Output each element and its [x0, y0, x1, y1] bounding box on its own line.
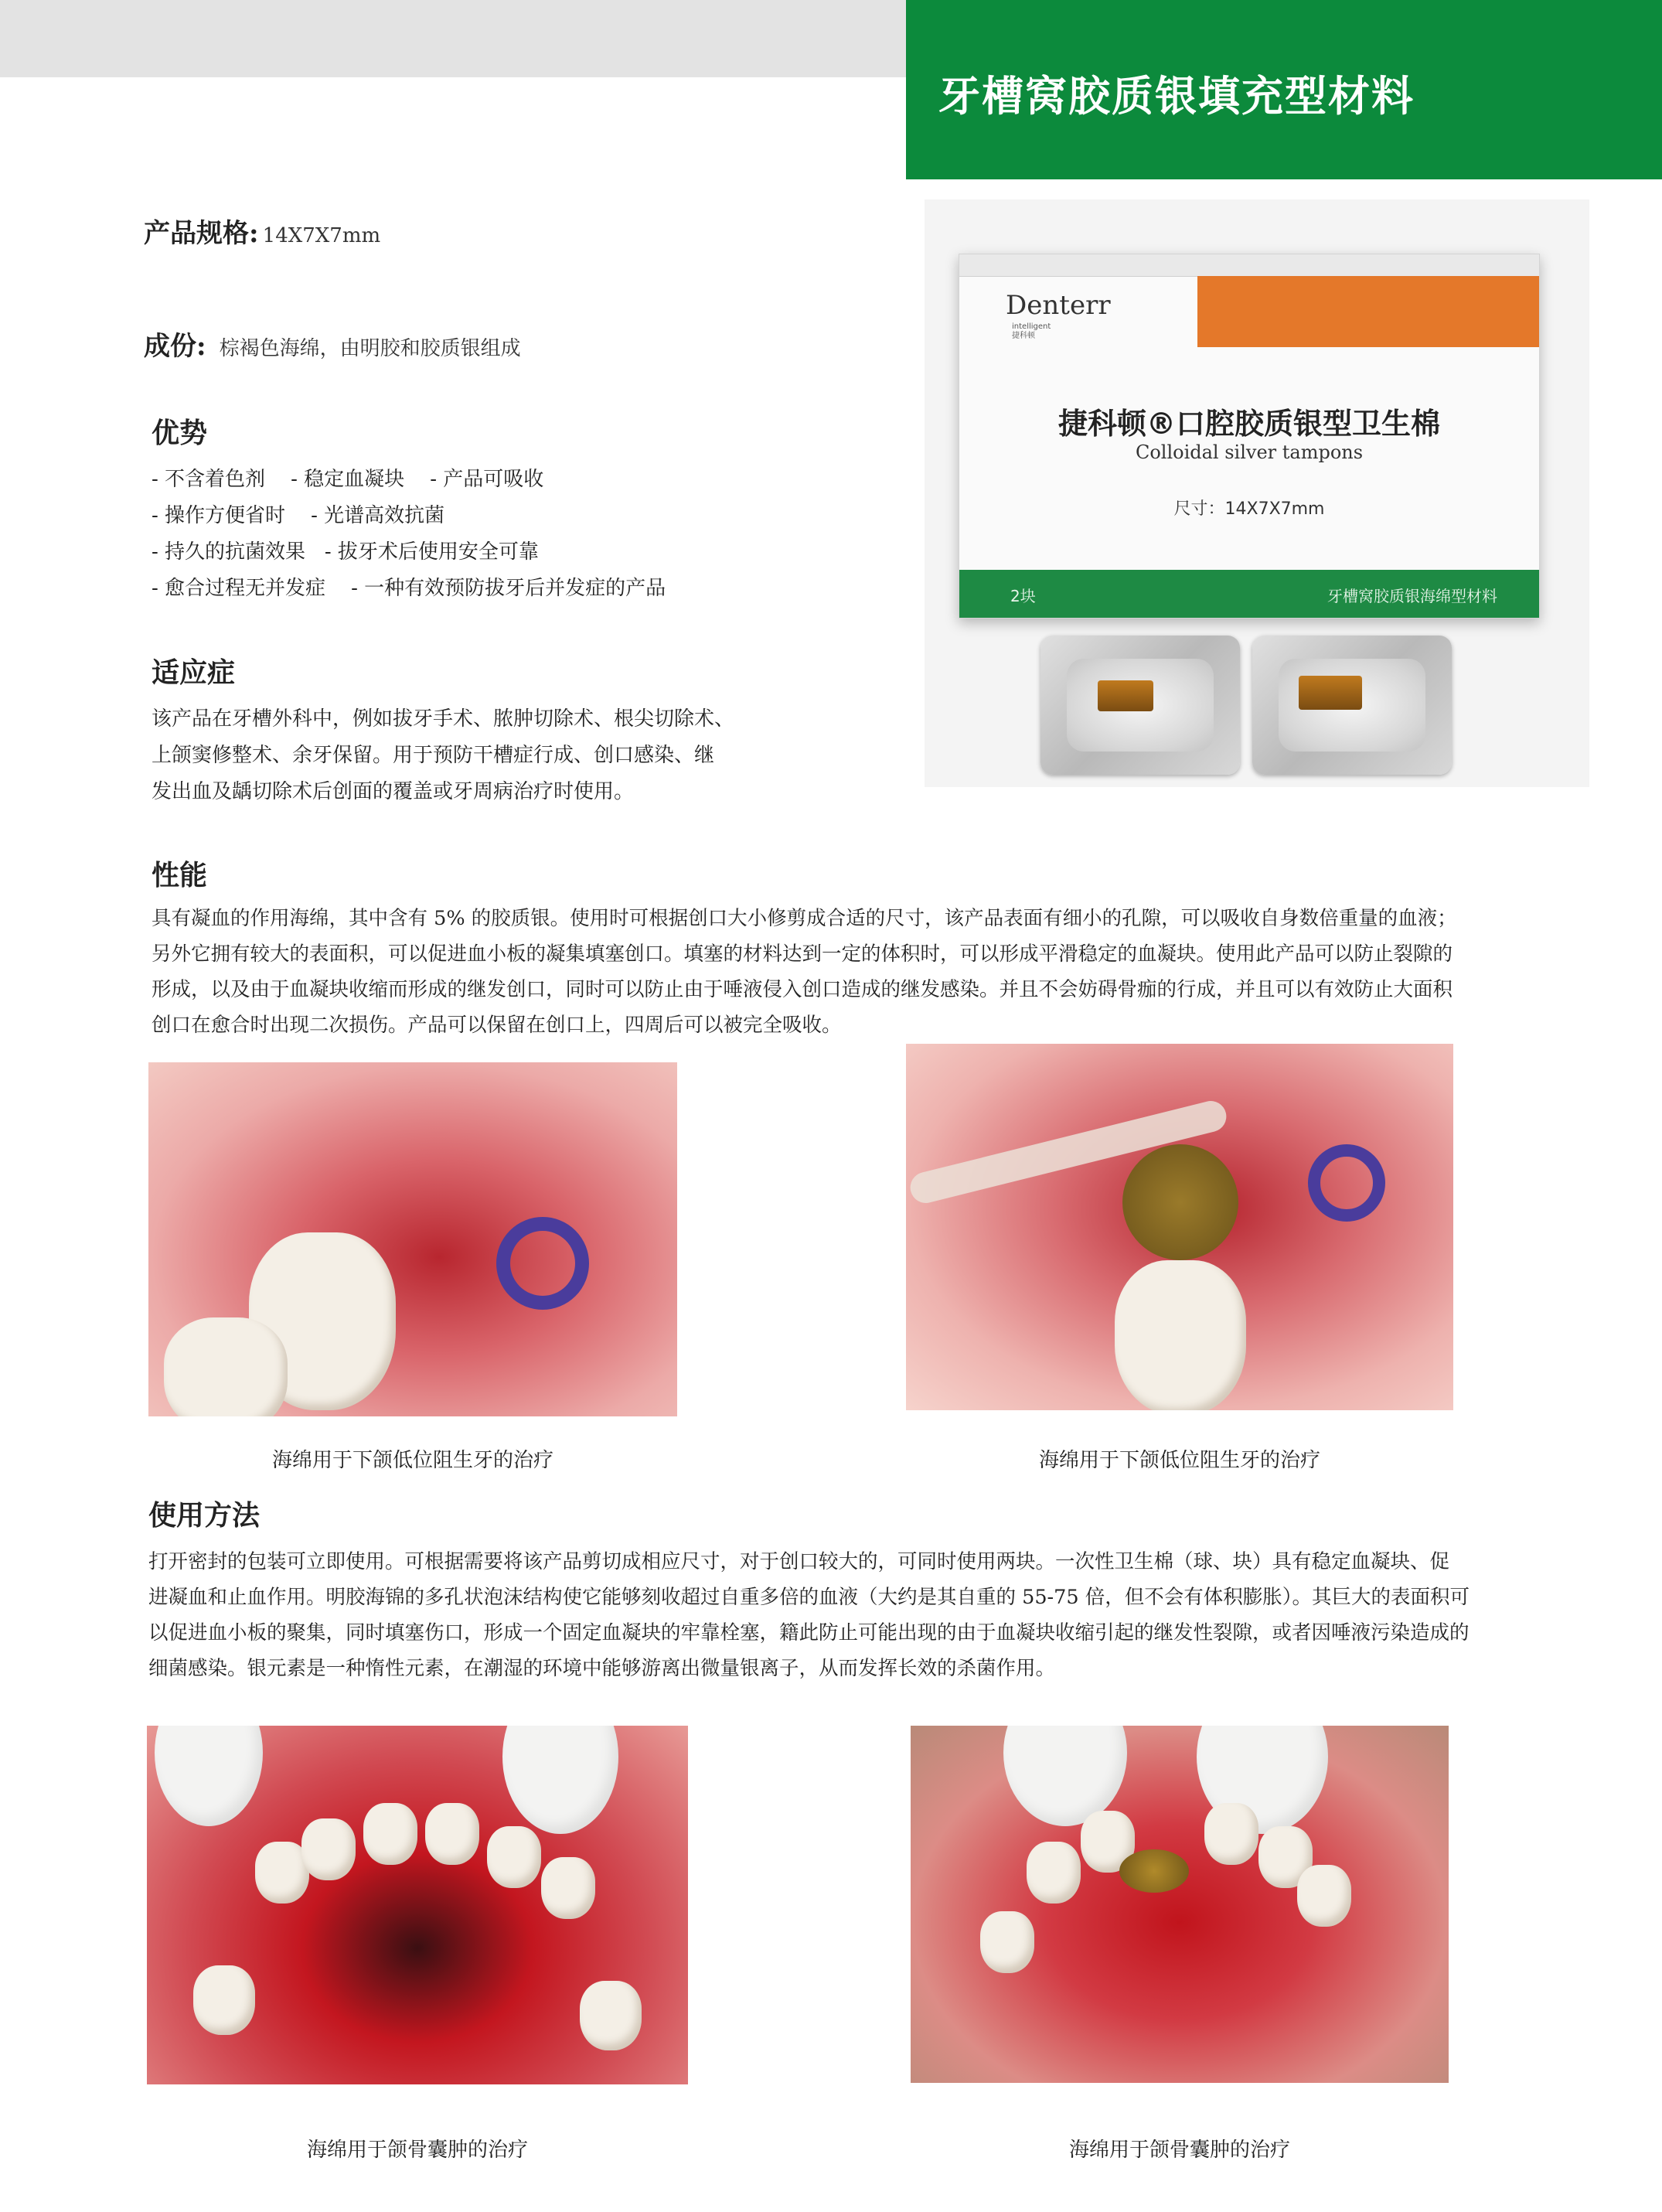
caption-photo-1: 海绵用于下颌低位阻生牙的治疗: [271, 1449, 553, 1472]
caption-photo-3: 海绵用于颌骨囊肿的治疗: [306, 2139, 528, 2162]
brand-logo: Denterr: [1006, 290, 1111, 321]
clinical-photo-4: [911, 1726, 1449, 2083]
advantages-section: [152, 411, 666, 607]
usage-line: 进凝血和止血作用。明胶海锦的多孔状泡沫结构使它能够刻收超过自重多倍的血液（大约是其自重的 55-75 倍，但不会有体积膨胀）。其巨大的表面积可: [148, 1586, 1470, 1609]
caption-photo-2: 海绵用于下颌低位阻生牙的治疗: [1038, 1449, 1320, 1472]
brand-sub-en: intelligent: [1012, 322, 1051, 331]
blister-pack-right: [1252, 636, 1452, 775]
indications-title: 适应症: [152, 656, 236, 689]
caption-photo-4: 海绵用于颌骨囊肿的治疗: [1068, 2139, 1290, 2162]
performance-line: 形成，以及由于血凝块收缩而形成的继发创口，同时可以防止由于唾液侵入创口造成的继发感染。并且不会妨碍骨痂的行成，并且可以有效防止大面积: [152, 978, 1453, 1001]
spec-label: 产品规格:: [144, 218, 259, 249]
usage-line: 细菌感染。银元素是一种惰性元素，在潮湿的环境中能够游离出微量银离子，从而发挥长效的杀菌作用。: [148, 1657, 1056, 1680]
usage-section: [148, 1494, 1470, 1686]
box-product-name-en: Colloidal silver tampons: [1135, 441, 1364, 463]
ingredients-row: [144, 325, 521, 363]
brand-sub-cn: 捷科顿: [1012, 332, 1035, 340]
indications-line: 发出血及龋切除术后创面的覆盖或牙周病治疗时使用。: [152, 780, 635, 803]
sponge-icon: [1122, 1144, 1238, 1260]
box-product-size: 尺寸：14X7X7mm: [1173, 499, 1325, 519]
performance-line: 另外它拥有较大的表面积，可以促进血小板的凝集填塞创口。填塞的材料达到一定的体积时，可以形成平滑稳定的血凝块。使用此产品可以防止裂隙的: [152, 942, 1453, 966]
advantages-line: - 不含着色剂 - 稳定血凝块 - 产品可吸收: [152, 468, 544, 491]
page-title: 牙槽窝胶质银填充型材料: [938, 72, 1415, 121]
indications-line: 该产品在牙槽外科中，例如拔牙手术、脓肿切除术、根尖切除术、: [152, 707, 735, 731]
spec-value: 14X7X7mm: [262, 224, 381, 247]
indications-section: [152, 651, 734, 810]
clinical-photo-2: [906, 1044, 1453, 1410]
box-top-strip: [959, 254, 1539, 277]
spec-row: [144, 212, 380, 250]
ingredients-label: 成份:: [144, 331, 206, 362]
product-box: [959, 254, 1540, 619]
sponge-icon: [1098, 680, 1153, 711]
performance-line: 具有凝血的作用海绵，其中含有 5% 的胶质银。使用时可根据创口大小修剪成合适的尺寸，该产品表面有细小的孔隙，可以吸收自身数倍重量的血液；: [152, 907, 1457, 930]
advantages-title: 优势: [152, 417, 208, 449]
sponge-icon: [1119, 1849, 1189, 1893]
advantages-line: - 持久的抗菌效果 - 拔牙术后使用安全可靠: [152, 540, 539, 564]
clinical-photo-3: [147, 1726, 688, 2084]
performance-section: [152, 854, 1457, 1043]
advantages-line: - 操作方便省时 - 光谱高效抗菌: [152, 504, 445, 527]
usage-line: 打开密封的包装可立即使用。可根据需要将该产品剪切成相应尺寸，对于创口较大的，可同时使用两块。一次性卫生棉（球、块）具有稳定血凝块、促: [148, 1550, 1450, 1573]
indications-line: 上颌窦修整术、余牙保留。用于预防干槽症行成、创口感染、继: [152, 744, 715, 767]
sponge-icon: [1299, 676, 1362, 710]
box-green-band: [959, 570, 1539, 618]
performance-line: 创口在愈合时出现二次损伤。产品可以保留在创口上，四周后可以被完全吸收。: [152, 1014, 842, 1037]
box-quantity: 2块: [1010, 587, 1036, 605]
box-orange-band: [1197, 276, 1539, 347]
box-product-name-cn: 捷科顿®口腔胶质银型卫生棉: [1057, 407, 1440, 441]
box-material: 牙槽窝胶质银海绵型材料: [1327, 587, 1497, 605]
clinical-photo-1: [148, 1062, 677, 1416]
usage-line: 以促进血小板的聚集，同时填塞伤口，形成一个固定血凝块的牢靠栓塞，籍此防止可能出现的由于血凝块收缩引起的继发性裂隙，或者因唾液污染造成的: [148, 1621, 1470, 1645]
ingredients-value: 棕褐色海绵，由明胶和胶质银组成: [219, 337, 521, 360]
usage-title: 使用方法: [148, 1499, 261, 1532]
performance-title: 性能: [152, 859, 208, 891]
advantages-line: - 愈合过程无并发症 - 一种有效预防拔牙后并发症的产品: [152, 577, 666, 600]
brand-subtitle: [1012, 322, 1051, 341]
header-green-bar: [906, 0, 1662, 179]
blister-pack-left: [1040, 636, 1240, 775]
header-gray-bar: [0, 0, 906, 77]
